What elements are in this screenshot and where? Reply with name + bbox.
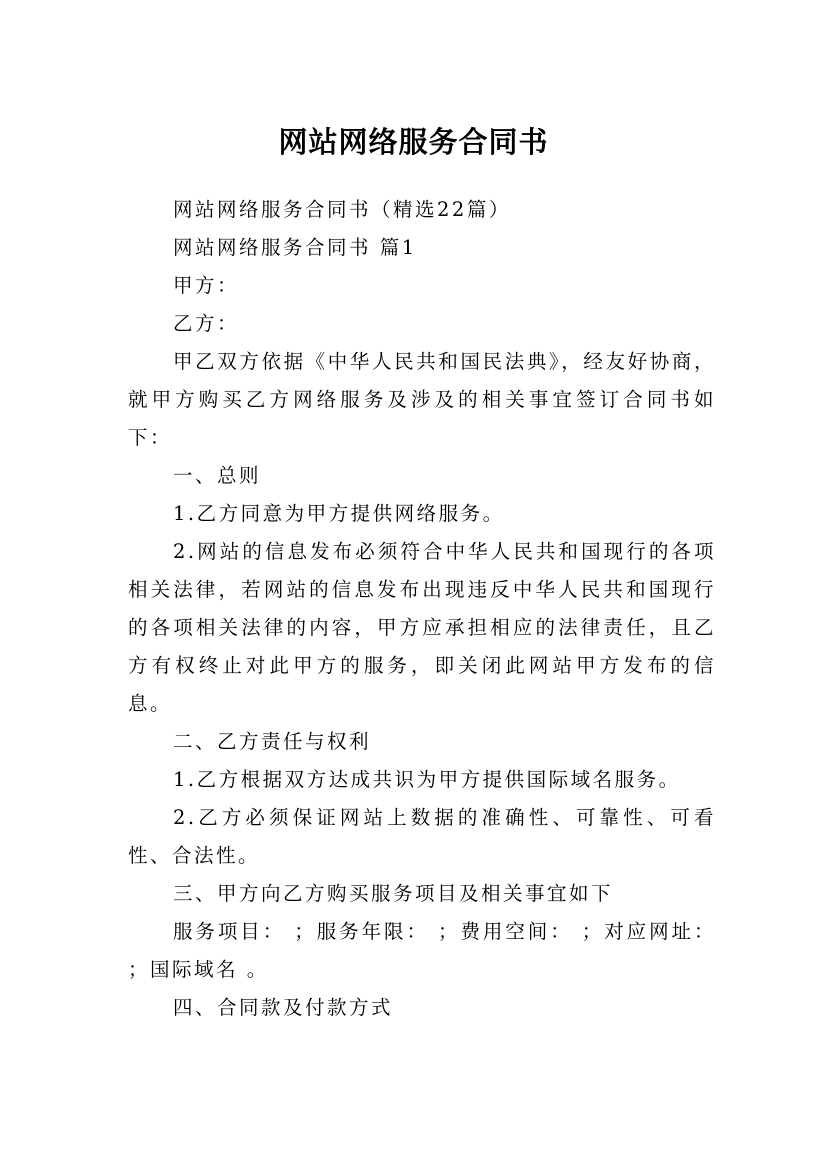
paragraph-heading-payment: 四、合同款及付款方式 <box>173 996 394 1019</box>
paragraph-clause: 2.网站的信息发布必须符合中华人民共和国现行的各项相关法律，若网站的信息发布出现违反中华人民共和国现行的各项相关法律的内容，甲方应承担相应的法律责任，且乙方有权终止对此甲方的服务，即关闭此网站甲方发布的信息。 <box>128 540 716 715</box>
paragraph-heading-general: 一、总则 <box>173 464 262 487</box>
paragraph-preamble: 甲乙双方依据《中华人民共和国民法典》，经友好协商，就甲方购买乙方网络服务及涉及的相关事宜签订合同书如下： <box>128 350 716 449</box>
paragraph-heading-services: 三、甲方向乙方购买服务项目及相关事宜如下 <box>173 882 614 905</box>
paragraph-party-b: 乙方： <box>173 312 240 335</box>
paragraph-service-items: 服务项目： ；服务年限： ；费用空间： ；对应网址： ；国际域名 。 <box>128 920 716 981</box>
document-body <box>128 191 716 1027</box>
paragraph-clause: 1.乙方根据双方达成共识为甲方提供国际域名服务。 <box>173 768 681 791</box>
paragraph-clause: 1.乙方同意为甲方提供网络服务。 <box>173 502 505 525</box>
document-title: 网站网络服务合同书 <box>278 125 549 160</box>
paragraph-subtitle: 网站网络服务合同书（精选22篇） <box>173 198 511 221</box>
paragraph-heading-responsibility: 二、乙方责任与权利 <box>173 730 372 753</box>
paragraph-clause: 2.乙方必须保证网站上数据的准确性、可靠性、可看性、合法性。 <box>128 806 716 867</box>
paragraph-section-heading: 网站网络服务合同书 篇1 <box>173 236 417 259</box>
paragraph-party-a: 甲方： <box>173 274 240 297</box>
